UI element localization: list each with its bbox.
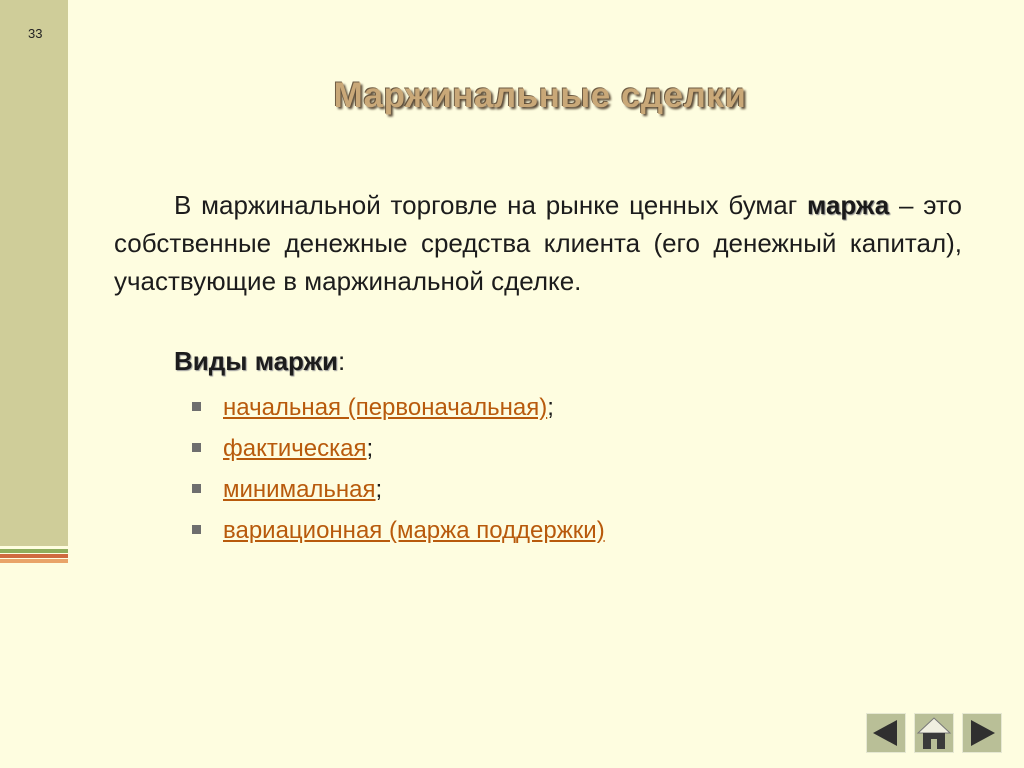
definition-term: маржа: [807, 190, 890, 220]
type-link-initial[interactable]: начальная (первоначальная): [223, 394, 548, 421]
bullet-icon: [192, 443, 201, 452]
next-slide-button[interactable]: [962, 713, 1002, 753]
bullet-icon: [192, 484, 201, 493]
arrow-right-icon: [962, 713, 1002, 753]
type-link-minimum[interactable]: минимальная: [223, 476, 376, 503]
item-suffix: ;: [547, 394, 554, 421]
home-button[interactable]: [914, 713, 954, 753]
list-item: [192, 470, 605, 511]
stripe-light-orange: [0, 559, 68, 563]
slide-title: Маржинальные сделки: [333, 76, 747, 115]
bullet-icon: [192, 402, 201, 411]
list-item: [192, 511, 605, 552]
types-heading-colon: :: [338, 346, 346, 376]
bullet-icon: [192, 525, 201, 534]
stripe-orange: [0, 554, 68, 558]
type-link-variation[interactable]: вариационная (маржа поддержки): [223, 517, 605, 544]
definition-rest: – это собственные денежные средства клиента (его денежный капитал), участвующие в маржинальной сделке.: [114, 190, 962, 296]
types-list: [192, 388, 605, 552]
arrow-left-icon: [866, 713, 906, 753]
item-suffix: ;: [375, 476, 383, 503]
type-link-actual[interactable]: фактическая: [223, 435, 367, 462]
definition-lead: В маржинальной торговле на рынке ценных бумаг: [174, 190, 808, 220]
list-item: [192, 388, 605, 429]
slide-number: 33: [28, 26, 43, 41]
definition-paragraph: [114, 186, 962, 300]
types-heading-label: Виды маржи: [174, 346, 338, 376]
stripe-green: [0, 549, 68, 553]
list-item: [192, 429, 605, 470]
item-suffix: ;: [366, 435, 374, 462]
decorative-stripes: [0, 549, 68, 564]
previous-slide-button[interactable]: [866, 713, 906, 753]
types-heading: [174, 342, 345, 380]
home-icon: [914, 713, 954, 753]
